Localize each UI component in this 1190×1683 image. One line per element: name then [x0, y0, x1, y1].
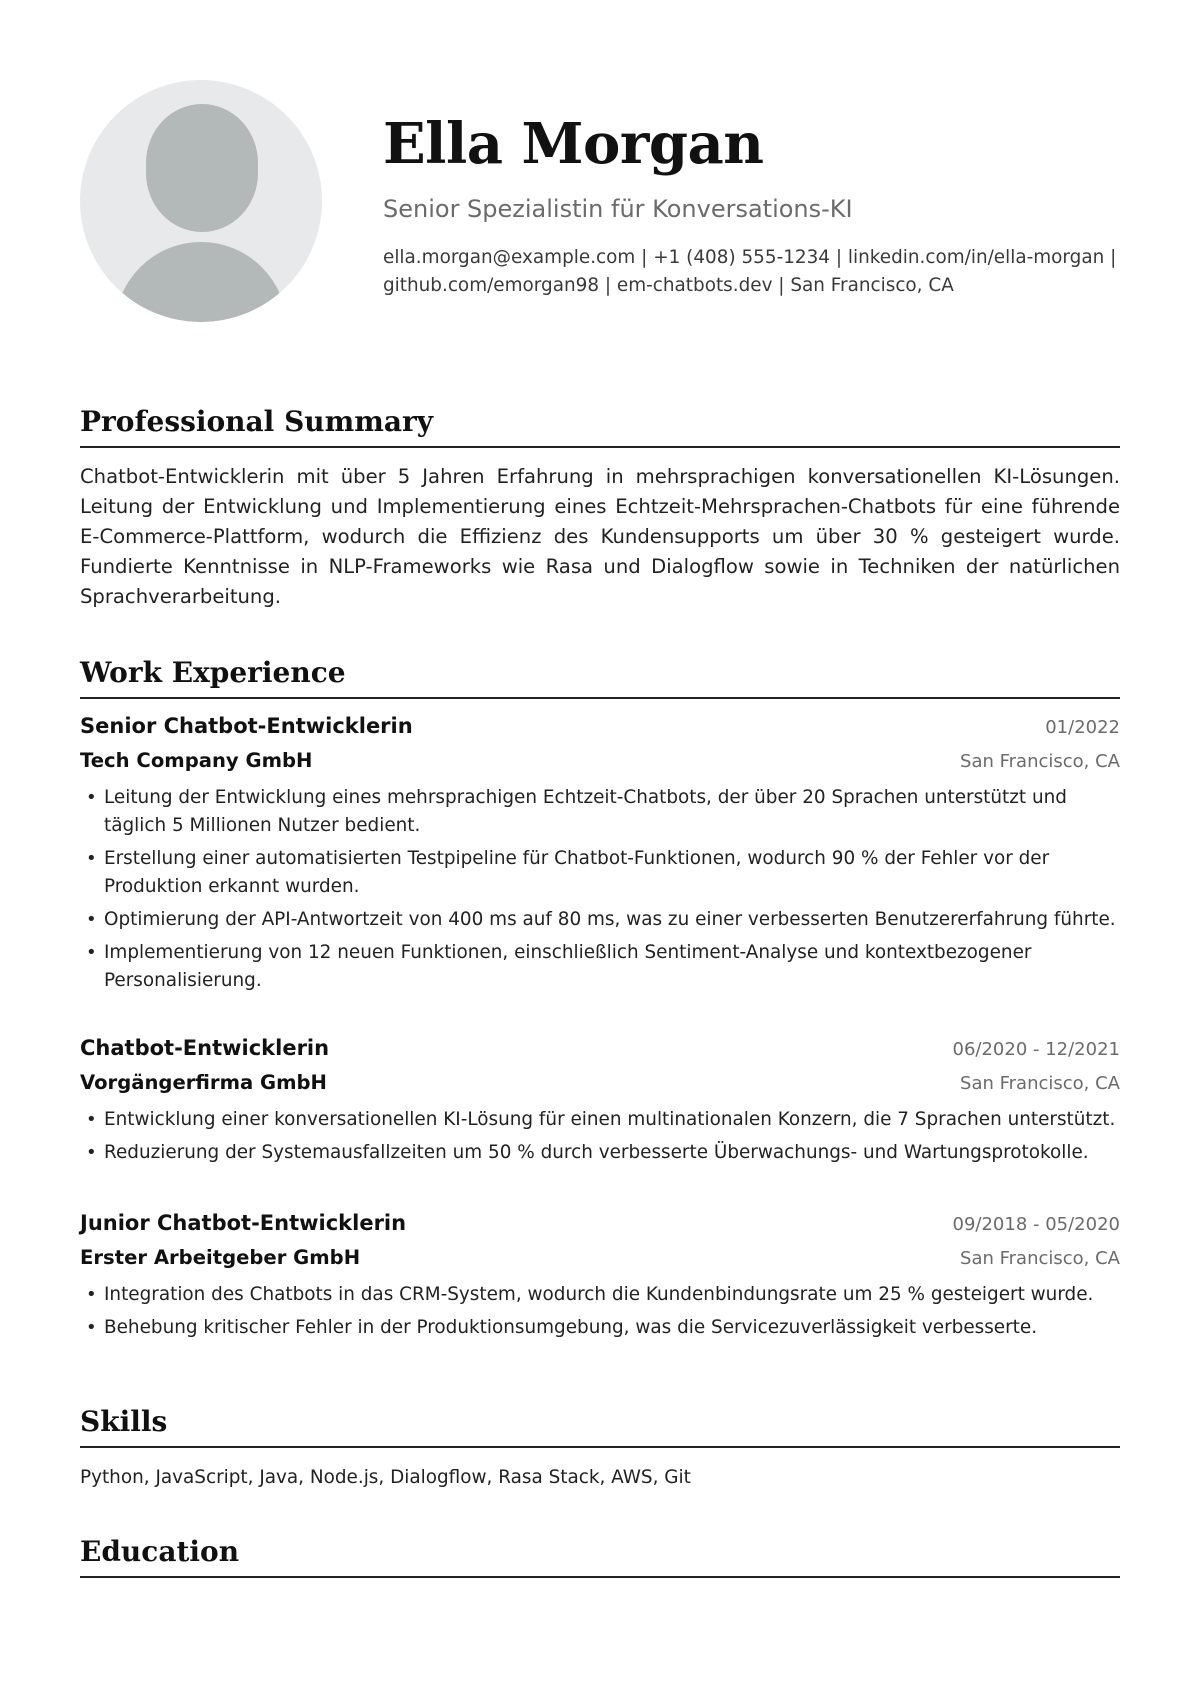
contact-line: ella.morgan@example.com | +1 (408) 555-1234 | linkedin.com/in/ella-morgan | github.com/emorgan98 | em-chatbots.dev | San Francisco, CA [383, 247, 1117, 296]
bullet-text: Behebung kritischer Fehler in der Produktionsumgebung, was die Servicezuverlässigkeit verbesserte. [104, 1317, 1038, 1338]
bullet-dot-icon: • [86, 1142, 97, 1163]
job-bullet [80, 906, 1120, 934]
bullet-dot-icon: • [86, 909, 97, 930]
job-title: Senior Chatbot-Entwicklerin [80, 714, 413, 738]
job-date: 01/2022 [1045, 717, 1120, 738]
job-date: 09/2018 - 05/2020 [952, 1214, 1120, 1235]
candidate-name: Ella Morgan [383, 111, 764, 177]
skills-heading: Skills [80, 1402, 1120, 1448]
job-bullet [80, 1281, 1120, 1309]
education-heading: Education [80, 1532, 1120, 1578]
job-location: San Francisco, CA [960, 1073, 1120, 1094]
job-company-row [80, 1246, 1120, 1281]
job-bullet [80, 1314, 1120, 1342]
bullet-dot-icon: • [86, 942, 97, 963]
job-bullet [80, 939, 1120, 995]
candidate-role: Senior Spezialistin für Konversations-KI [383, 195, 853, 223]
bullet-dot-icon: • [86, 1317, 97, 1338]
job-bullet-list [80, 784, 1120, 995]
avatar-head-shape [146, 104, 258, 232]
bullet-text: Integration des Chatbots in das CRM-System, wodurch die Kundenbindungsrate um 25 % gesteigert wurde. [104, 1284, 1094, 1305]
job-company-row [80, 749, 1120, 784]
avatar [80, 80, 322, 322]
skills-list: Python, JavaScript, Java, Node.js, Dialogflow, Rasa Stack, AWS, Git [80, 1467, 691, 1488]
job-title: Chatbot-Entwicklerin [80, 1036, 330, 1060]
job-company: Vorgängerfirma GmbH [80, 1071, 327, 1094]
job-company: Tech Company GmbH [80, 749, 313, 772]
job-title: Junior Chatbot-Entwicklerin [80, 1211, 407, 1235]
bullet-dot-icon: • [86, 1284, 97, 1305]
bullet-text: Implementierung von 12 neuen Funktionen, einschließlich Sentiment-Analyse und kontextbezogener Personalisierung. [104, 942, 1032, 991]
job-bullet [80, 845, 1120, 901]
bullet-dot-icon: • [86, 848, 97, 869]
bullet-text: Entwicklung einer konversationellen KI-Lösung für einen multinationalen Konzern, die 7 Sprachen unterstützt. [104, 1109, 1116, 1130]
job-bullet [80, 784, 1120, 840]
job-header-row [80, 714, 1120, 749]
bullet-text: Reduzierung der Systemausfallzeiten um 50 % durch verbesserte Überwachungs- und Wartungsprotokolle. [104, 1142, 1089, 1163]
bullet-text: Optimierung der API-Antwortzeit von 400 ms auf 80 ms, was zu einer verbesserten Benutzererfahrung führte. [104, 909, 1116, 930]
bullet-dot-icon: • [86, 787, 97, 808]
bullet-text: Leitung der Entwicklung eines mehrsprachigen Echtzeit-Chatbots, der über 20 Sprachen unterstützt und täglich 5 Millionen Nutzer bedient. [104, 787, 1067, 836]
job-location: San Francisco, CA [960, 1248, 1120, 1269]
summary-text: Chatbot-Entwicklerin mit über 5 Jahren Erfahrung in mehrsprachigen konversationellen KI-Lösungen. Leitung der Entwicklung und Implementierung eines Echtzeit-Mehrsprachen-Chatbots für eine führende E-Commerce-Plattform, wodurch die Effizienz des Kundensupports um über 30 % gesteigert wurde. Fundierte Kenntnisse in NLP-Frameworks wie Rasa und Dialogflow sowie in Techniken der natürlichen Sprachverarbeitung. [80, 465, 1120, 608]
job-header-row [80, 1036, 1120, 1071]
job-company: Erster Arbeitgeber GmbH [80, 1246, 361, 1269]
job-bullet-list [80, 1106, 1120, 1167]
summary-heading: Professional Summary [80, 402, 1120, 448]
avatar-body-shape [115, 242, 287, 322]
job-entry [80, 1036, 1120, 1172]
job-bullet-list [80, 1281, 1120, 1342]
bullet-text: Erstellung einer automatisierten Testpipeline für Chatbot-Funktionen, wodurch 90 % der Fehler vor der Produktion erkannt wurden. [104, 848, 1050, 897]
job-bullet [80, 1139, 1120, 1167]
job-location: San Francisco, CA [960, 751, 1120, 772]
experience-heading: Work Experience [80, 653, 1120, 699]
job-date: 06/2020 - 12/2021 [952, 1039, 1120, 1060]
bullet-dot-icon: • [86, 1109, 97, 1130]
job-header-row [80, 1211, 1120, 1246]
job-company-row [80, 1071, 1120, 1106]
job-bullet [80, 1106, 1120, 1134]
job-entry [80, 1211, 1120, 1347]
job-entry [80, 714, 1120, 1000]
